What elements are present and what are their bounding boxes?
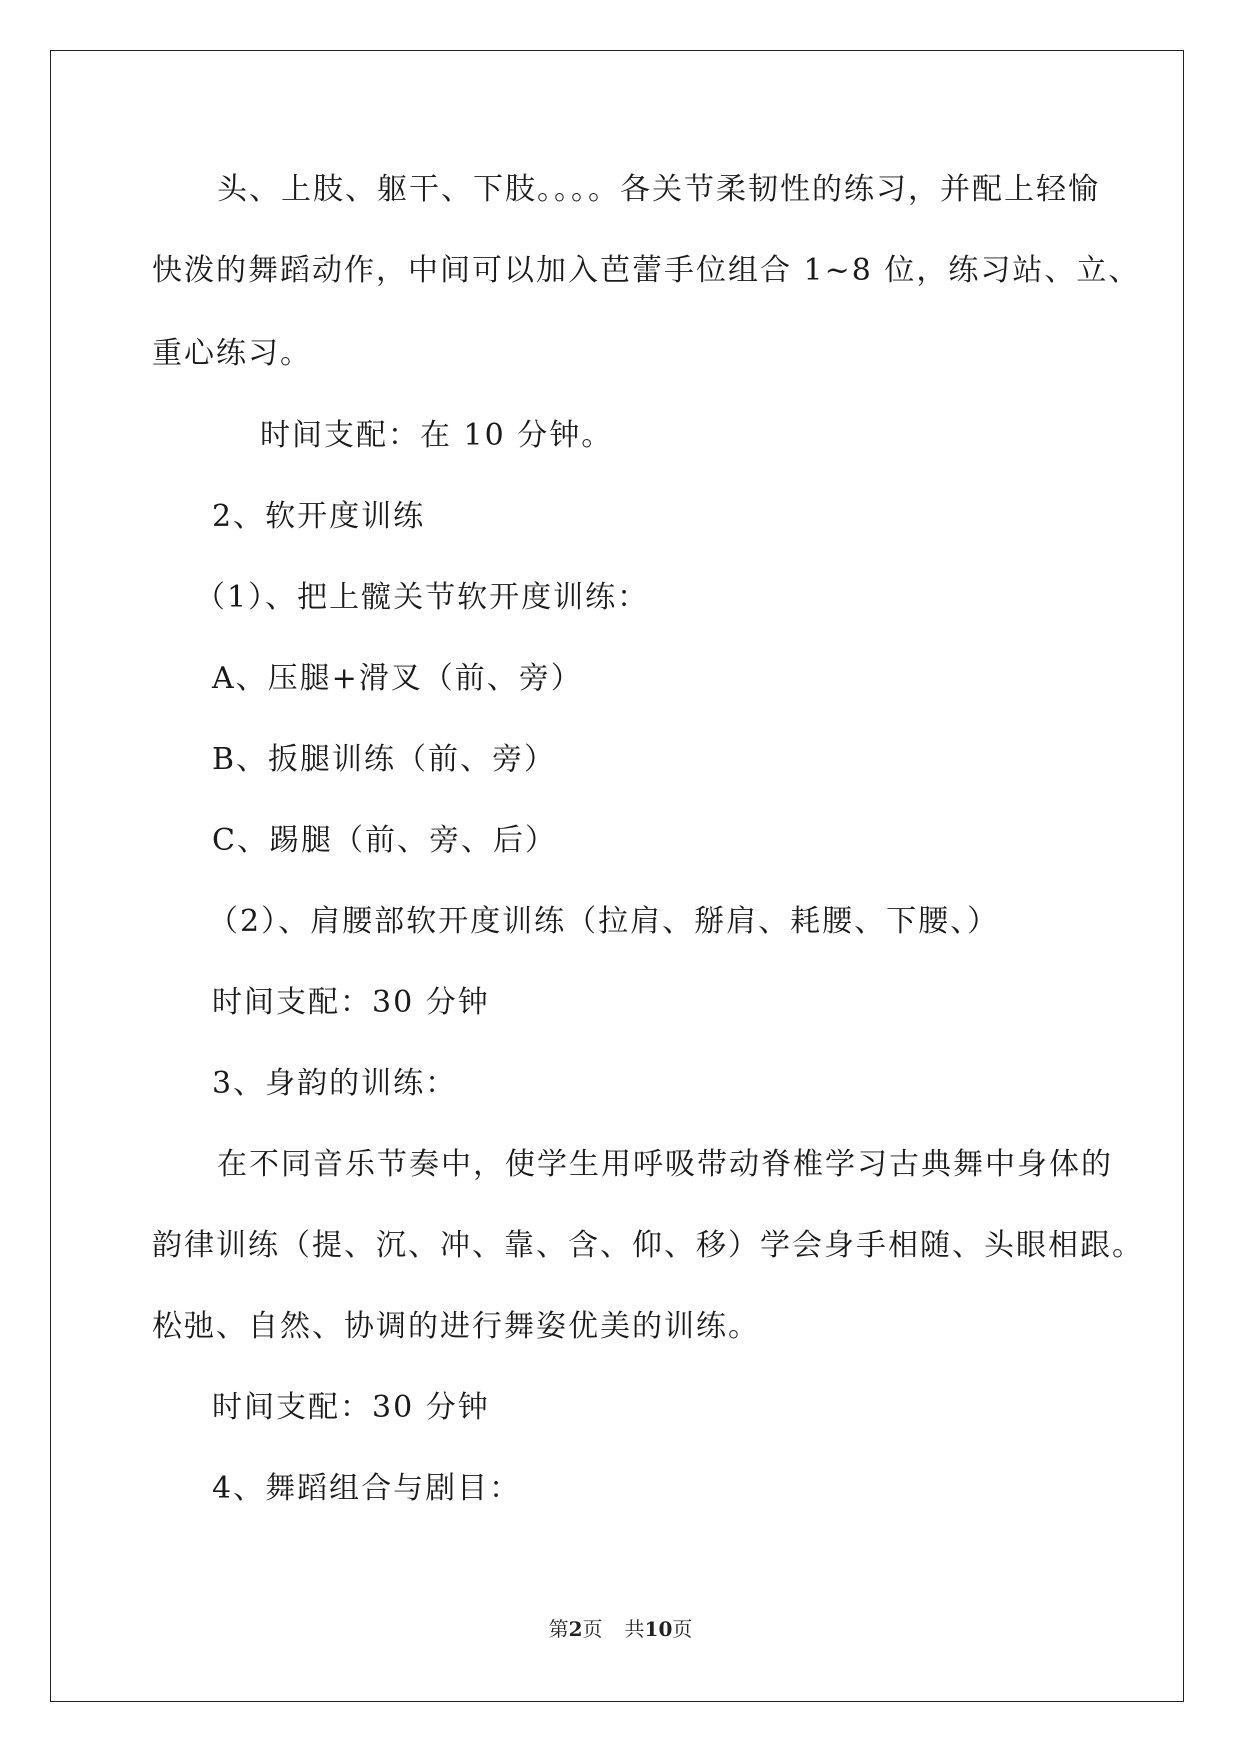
page-current: 2 <box>568 1617 583 1641</box>
text-line: 松弛、自然、协调的进行舞姿优美的训练。 <box>152 1309 760 1344</box>
page-suffix: 页 <box>582 1617 603 1641</box>
page-footer <box>0 1616 1241 1642</box>
list-item: B、扳腿训练（前、旁） <box>212 742 557 777</box>
total-prefix: 共 <box>624 1617 645 1641</box>
text-line: 在不同音乐节奏中，使学生用呼吸带动脊椎学习古典舞中身体的 <box>217 1147 1113 1182</box>
list-item: C、踢腿（前、旁、后） <box>212 823 557 858</box>
text-line: 重心练习。 <box>152 336 312 371</box>
text-line: 韵律训练（提、沉、冲、靠、含、仰、移）学会身手相随、头眼相跟。 <box>152 1228 1144 1263</box>
section-heading: 2、软开度训练 <box>212 499 426 534</box>
total-suffix: 页 <box>672 1617 693 1641</box>
page-border <box>50 50 1184 1702</box>
text-line: 时间支配：在 10 分钟。 <box>260 418 614 453</box>
page-total: 10 <box>644 1617 673 1641</box>
list-item: A、压腿+滑叉（前、旁） <box>212 661 583 696</box>
text-line: 时间支配：30 分钟 <box>212 985 490 1020</box>
section-heading: 4、舞蹈组合与剧目： <box>212 1471 522 1506</box>
section-heading: 3、身韵的训练： <box>212 1066 458 1101</box>
text-line: 快泼的舞蹈动作，中间可以加入芭蕾手位组合 1~8 位，练习站、立、 <box>152 253 1141 288</box>
subsection-heading: （1）、把上髋关节软开度训练： <box>195 580 650 615</box>
subsection-heading: （2）、肩腰部软开度训练（拉肩、掰肩、耗腰、下腰、） <box>208 904 1000 939</box>
text-line: 时间支配：30 分钟 <box>212 1390 490 1425</box>
page-prefix: 第 <box>548 1617 569 1641</box>
text-line: 头、上肢、躯干、下肢。。。。各关节柔韧性的练习，并配上轻愉 <box>217 172 1100 207</box>
